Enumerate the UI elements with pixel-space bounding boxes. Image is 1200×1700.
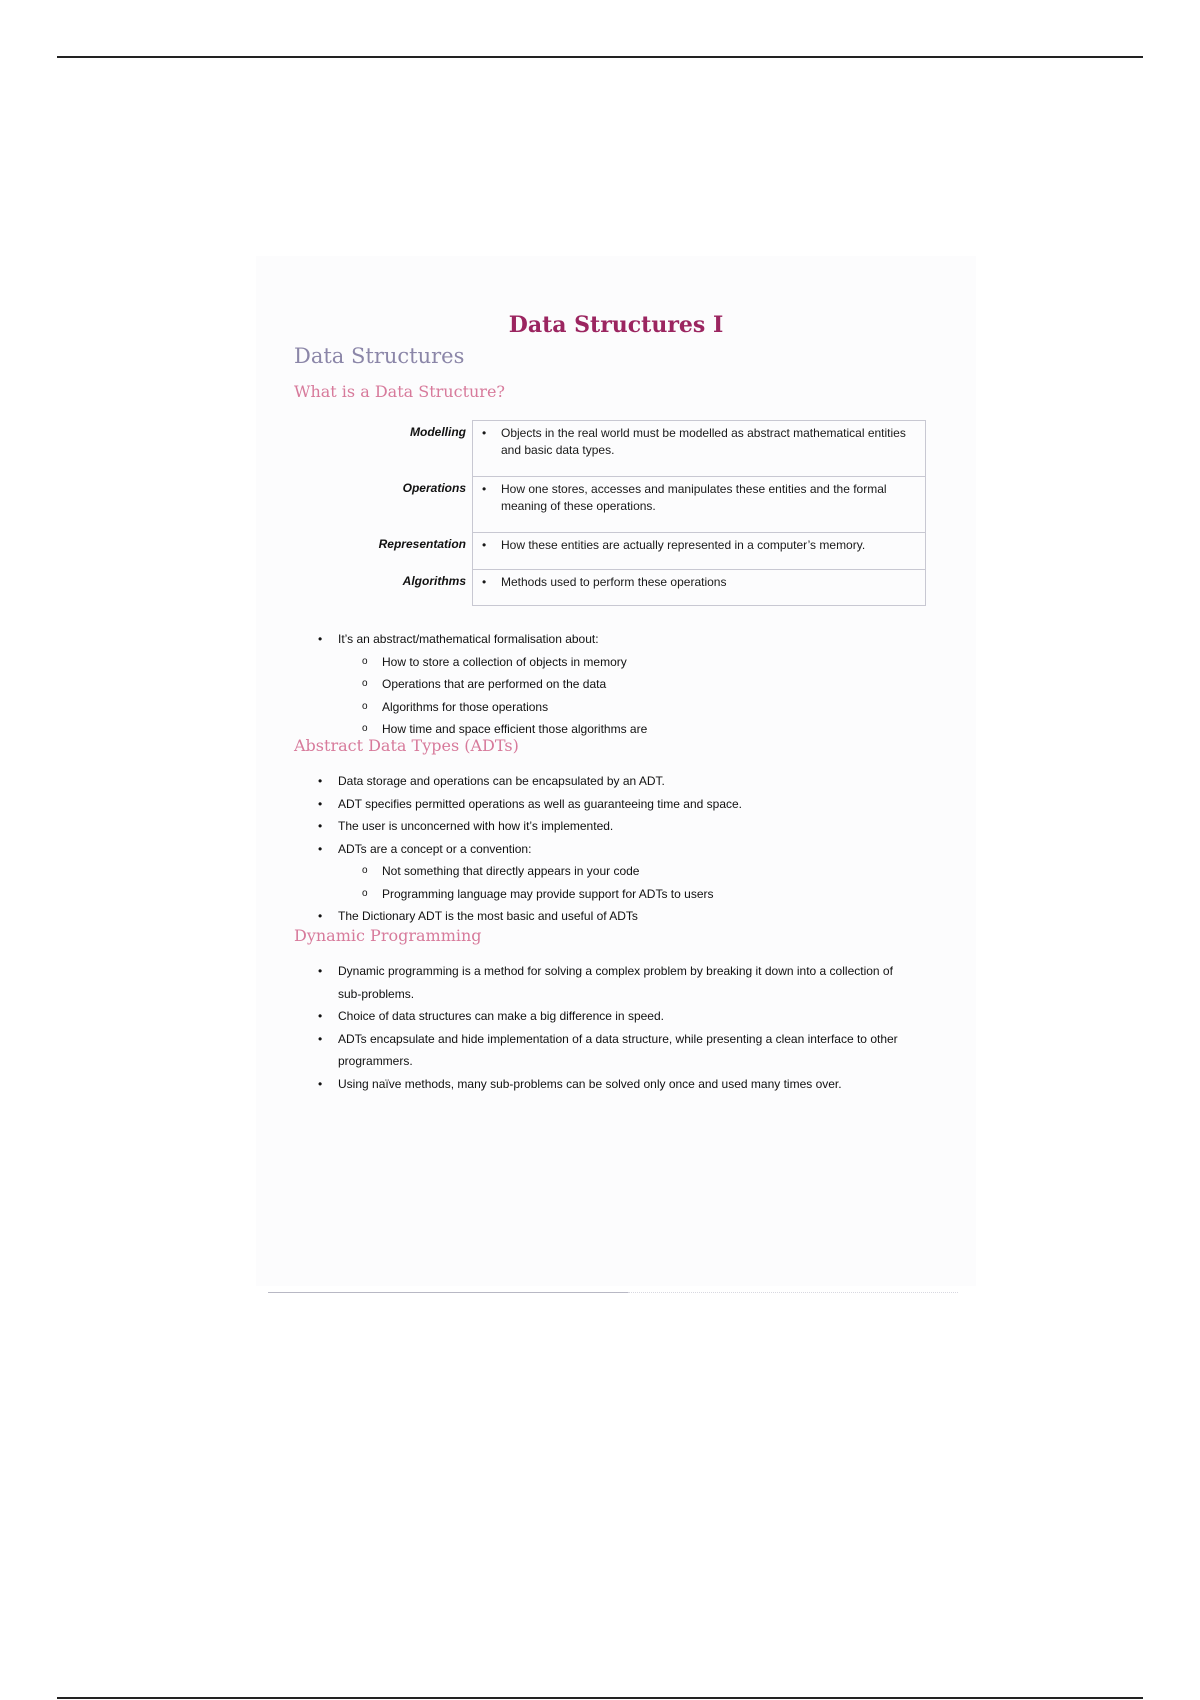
page-top-rule — [57, 56, 1143, 58]
bullet-icon: • — [318, 796, 323, 811]
list-item — [316, 1073, 916, 1096]
definition-cell — [472, 569, 926, 606]
list-item-text: Operations that are performed on the data — [382, 677, 607, 691]
document-page — [256, 256, 976, 1286]
data-structure-bullet-list — [316, 628, 916, 741]
definition-text: Objects in the real world must be modelled as abstract mathematical entities and basic data types. — [501, 426, 906, 457]
list-item-text: Data storage and operations can be encapsulated by an ADT. — [338, 774, 665, 788]
list-item-text: Dynamic programming is a method for solving a complex problem by breaking it down into a collection of sub-problems. — [338, 964, 893, 1001]
bullet-icon: • — [482, 538, 487, 552]
list-item — [316, 793, 916, 816]
subheading-dynamic-programming: Dynamic Programming — [294, 926, 482, 945]
list-item — [316, 770, 916, 793]
list-sub-item — [316, 860, 916, 883]
sub-bullet-icon: o — [362, 700, 368, 712]
bullet-icon: • — [482, 482, 487, 496]
bullet-icon: • — [318, 819, 323, 833]
list-item-text: Choice of data structures can make a big difference in speed. — [338, 1009, 664, 1023]
definition-term: Modelling — [410, 425, 466, 439]
list-item — [316, 815, 916, 838]
section-heading-data-structures: Data Structures — [294, 344, 465, 368]
definition-row — [294, 476, 934, 532]
definition-text: Methods used to perform these operations — [501, 575, 727, 589]
bullet-icon: • — [318, 1009, 323, 1023]
definition-text: How these entities are actually represented in a computer’s memory. — [501, 538, 866, 552]
definition-row — [294, 569, 934, 606]
list-item — [316, 1028, 916, 1073]
definition-text: How one stores, accesses and manipulates these entities and the formal meaning of these operations. — [501, 482, 887, 513]
footer-rule-faint — [628, 1292, 958, 1293]
sub-bullet-icon: o — [362, 655, 368, 667]
bullet-icon: • — [318, 964, 323, 978]
list-item-text: How time and space efficient those algorithms are — [382, 722, 648, 736]
bullet-icon: • — [318, 774, 323, 788]
sub-bullet-icon: o — [362, 865, 368, 876]
bullet-icon: • — [318, 1076, 323, 1091]
list-item-text: Not something that directly appears in your code — [382, 864, 640, 878]
definition-cell — [472, 476, 926, 532]
list-item-text: ADTs encapsulate and hide implementation of a data structure, while presenting a clean interface to other programmers. — [338, 1031, 898, 1068]
bullet-icon: • — [318, 1031, 323, 1046]
definition-cell — [472, 532, 926, 569]
list-item — [316, 838, 916, 861]
list-sub-item — [316, 673, 916, 696]
list-item-text: Using naïve methods, many sub-problems can be solved only once and used many times over. — [338, 1076, 842, 1091]
list-item-text: How to store a collection of objects in memory — [382, 654, 627, 669]
list-item — [316, 905, 916, 928]
definition-term: Operations — [402, 481, 466, 495]
subheading-what-is-data-structure: What is a Data Structure? — [294, 382, 505, 401]
definition-table — [294, 420, 934, 606]
bullet-icon: • — [318, 909, 323, 923]
definition-row — [294, 532, 934, 569]
sub-bullet-icon: o — [362, 887, 368, 899]
list-item-text: The user is unconcerned with how it’s implemented. — [338, 819, 614, 833]
dynamic-programming-bullet-list — [316, 960, 916, 1095]
list-item — [316, 1005, 916, 1028]
bullet-icon: • — [318, 632, 323, 646]
list-item — [316, 960, 916, 1005]
list-item-text: ADT specifies permitted operations as well as guaranteeing time and space. — [338, 796, 742, 811]
document-title: Data Structures I — [508, 312, 724, 338]
list-item-text: ADTs are a concept or a convention: — [338, 841, 532, 856]
list-sub-item — [316, 696, 916, 719]
definition-term: Algorithms — [402, 574, 466, 588]
sub-bullet-icon: o — [362, 678, 368, 689]
bullet-icon: • — [482, 426, 487, 440]
definition-row — [294, 420, 934, 476]
bullet-icon: • — [318, 841, 323, 856]
list-item-text: The Dictionary ADT is the most basic and useful of ADTs — [338, 909, 638, 923]
subheading-abstract-data-types: Abstract Data Types (ADTs) — [294, 736, 519, 755]
definition-cell — [472, 420, 926, 476]
definition-term: Representation — [378, 537, 466, 551]
sub-bullet-icon: o — [362, 723, 368, 734]
list-sub-item — [316, 883, 916, 906]
footer-rule — [268, 1292, 628, 1293]
adt-bullet-list — [316, 770, 916, 928]
list-sub-item — [316, 651, 916, 674]
page-bottom-rule — [57, 1697, 1143, 1699]
list-item-text: Programming language may provide support for ADTs to users — [382, 886, 714, 901]
list-item — [316, 628, 916, 651]
list-item-text: It’s an abstract/mathematical formalisation about: — [338, 632, 599, 646]
bullet-icon: • — [482, 575, 487, 589]
list-item-text: Algorithms for those operations — [382, 699, 549, 714]
